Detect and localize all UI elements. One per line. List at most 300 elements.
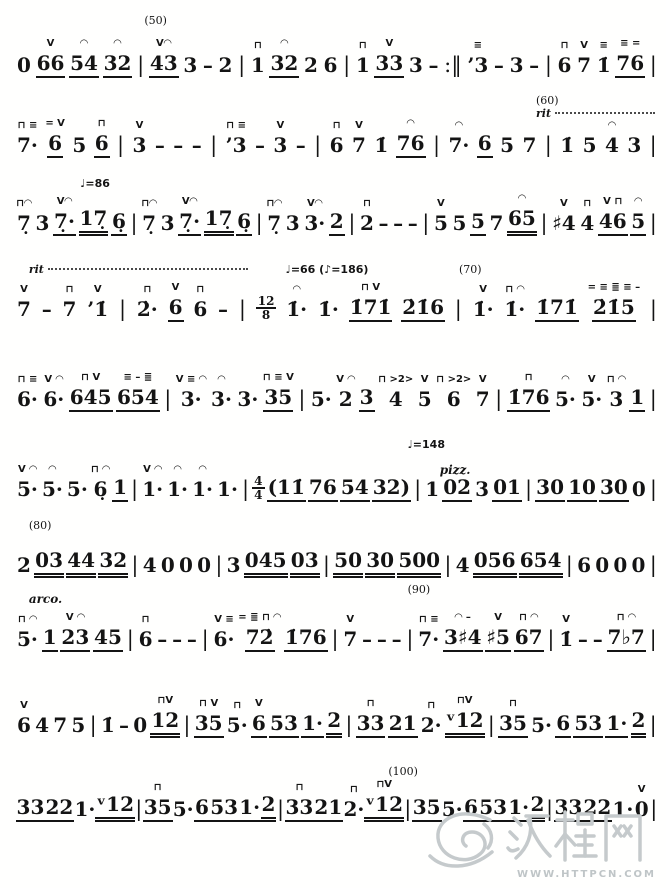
- bowing-fingering-marks: V ≡ ◠: [175, 374, 207, 385]
- note-token: [16, 538, 32, 578]
- note-text: 5·: [441, 797, 463, 821]
- bowing-fingering-marks: ⊓ >2>: [378, 374, 414, 385]
- note-text: 6̣: [111, 209, 127, 236]
- note-token: [172, 782, 194, 822]
- bowing-fingering-marks: ≡: [599, 40, 608, 51]
- barline: [255, 196, 264, 236]
- barline: [209, 118, 218, 158]
- note-token: [427, 38, 439, 78]
- bowing-fingering-marks: ◠: [80, 38, 88, 49]
- barline: [116, 118, 125, 158]
- note-text: 33: [16, 795, 46, 822]
- note-token: [218, 38, 234, 78]
- note-token: [376, 612, 388, 652]
- note-token: [42, 610, 58, 652]
- note-text: 5: [582, 133, 597, 157]
- bowing-fingering-marks: ◠: [113, 38, 122, 49]
- note-text: |: [130, 211, 138, 235]
- note-text: 7̣: [267, 211, 282, 235]
- note-text: 3: [160, 211, 175, 235]
- note-text: 045: [244, 548, 288, 578]
- note-token: [66, 533, 96, 578]
- bowing-fingering-marks: ⊓: [524, 372, 533, 383]
- note-text: |: [406, 627, 414, 651]
- bowing-fingering-marks: V: [637, 784, 646, 795]
- note-token: [557, 38, 573, 78]
- barline: [649, 612, 658, 652]
- note-text: |: [650, 797, 658, 821]
- barline: [344, 698, 353, 738]
- note-token: [141, 196, 157, 236]
- note-token: [267, 460, 306, 502]
- note-token: [178, 194, 201, 236]
- note-text: |: [238, 297, 246, 321]
- note-token: [303, 38, 319, 78]
- barline: [432, 118, 441, 158]
- note-text: 1·: [605, 711, 628, 738]
- bowing-fingering-marks: V ◠: [65, 612, 85, 623]
- barline: [649, 372, 658, 412]
- note-token: [150, 693, 180, 738]
- note-text: ᵛ12: [364, 792, 404, 822]
- barline: [182, 698, 191, 738]
- bowing-fingering-marks: V: [20, 284, 28, 295]
- note-token: [216, 462, 239, 502]
- note-text: 33: [356, 711, 386, 738]
- note-token: [308, 460, 338, 502]
- note-text: |: [255, 211, 263, 235]
- note-token: [408, 38, 424, 78]
- bowing-fingering-marks: ⊓: [295, 782, 304, 793]
- note-token: [433, 196, 449, 236]
- note-token: [365, 777, 403, 822]
- note-text: 5: [500, 133, 515, 157]
- note-token: [98, 533, 128, 578]
- note-text: |: [487, 713, 495, 737]
- note-text: 50: [333, 548, 363, 578]
- section-number: (60): [536, 94, 559, 107]
- note-text: |: [547, 627, 555, 651]
- note-token: [554, 372, 577, 412]
- note-text: ᵛ12: [95, 792, 135, 822]
- bowing-fingering-marks: V ⊓: [603, 196, 623, 207]
- note-token: [52, 698, 68, 738]
- note-text: |: [277, 797, 285, 821]
- note-text: |: [201, 627, 209, 651]
- barline: [546, 612, 555, 652]
- note-token: [521, 118, 537, 158]
- note-text: |: [343, 53, 351, 77]
- note-text: |: [649, 387, 657, 411]
- note-text: 5: [630, 209, 646, 236]
- note-text: –: [529, 53, 540, 77]
- bowing-fingering-marks: ⊓ ◠: [606, 374, 626, 385]
- note-text: –: [119, 713, 129, 737]
- note-text: |: [540, 211, 548, 235]
- note-text: 6: [194, 795, 210, 822]
- note-text: 4: [35, 713, 50, 737]
- bowing-fingering-marks: ⊓ ◠: [90, 464, 110, 475]
- score-line: [16, 362, 658, 412]
- note-text: |: [298, 387, 306, 411]
- bowing-fingering-marks: ◠: [561, 374, 570, 385]
- note-token: [443, 610, 483, 652]
- note-token: [191, 118, 203, 158]
- note-token: [236, 194, 252, 236]
- token-row: [16, 533, 658, 578]
- note-text: 5: [71, 713, 86, 737]
- note-token: [34, 533, 64, 578]
- bowing-fingering-marks: ⊓: [349, 784, 358, 795]
- bowing-fingering-marks: ◠: [217, 374, 226, 385]
- note-text: 0: [634, 797, 649, 821]
- bowing-fingering-marks: ⊓ ◠: [505, 284, 525, 295]
- note-token: [361, 612, 373, 652]
- note-text: 1̇·: [286, 297, 308, 321]
- note-token: [254, 118, 266, 158]
- note-text: 3: [183, 53, 198, 77]
- bowing-fingering-marks: V: [385, 38, 394, 49]
- note-token: [217, 282, 229, 322]
- note-text: 2: [329, 209, 345, 236]
- note-token: [599, 460, 629, 502]
- bowing-fingering-marks: ⊓: [358, 40, 367, 51]
- bowing-fingering-marks: ⊓◠: [266, 198, 283, 209]
- note-token: [79, 191, 109, 236]
- note-token: [355, 38, 371, 78]
- note-token: [142, 538, 158, 578]
- note-text: 33: [374, 51, 404, 78]
- note-text: |: [444, 553, 452, 577]
- note-text: 7: [53, 713, 68, 737]
- note-text: |: [322, 553, 330, 577]
- note-token: [70, 698, 86, 738]
- note-token: [631, 693, 647, 738]
- note-text: ’3: [467, 53, 489, 77]
- bowing-fingering-marks: V: [346, 614, 355, 625]
- note-text: |: [422, 211, 430, 235]
- note-text: 76: [615, 51, 645, 78]
- note-text: 7: [343, 627, 358, 651]
- bowing-fingering-marks: ⊓: [65, 284, 74, 295]
- note-text: 7̣·: [53, 209, 76, 236]
- note-token: [196, 538, 212, 578]
- note-text: 7̣: [17, 211, 31, 235]
- note-token: [615, 36, 645, 78]
- note-text: 1·: [142, 477, 164, 501]
- note-text: 6: [577, 553, 591, 577]
- note-text: 12: [150, 708, 180, 738]
- note-token: [251, 696, 267, 738]
- note-text: |: [215, 553, 223, 577]
- note-text: 53: [269, 711, 299, 738]
- note-text: –: [295, 133, 306, 157]
- token-row: [16, 191, 658, 236]
- note-text: 2: [326, 708, 342, 738]
- barline: [241, 462, 250, 502]
- note-token: [178, 538, 194, 578]
- note-text: 1̇·: [472, 297, 494, 321]
- bowing-fingering-marks: ⊓ V: [199, 698, 219, 709]
- note-token: [16, 372, 39, 412]
- note-text: –: [493, 53, 504, 77]
- note-token: [160, 196, 176, 236]
- note-text: 6: [47, 131, 63, 158]
- note-token: [96, 777, 134, 822]
- repeat-barline: [443, 38, 463, 78]
- tempo-marking: ♩=148: [407, 438, 445, 451]
- note-token: [303, 196, 326, 236]
- note-text: 6: [323, 53, 338, 77]
- note-text: 35: [194, 711, 224, 738]
- note-token: [194, 780, 209, 822]
- barline: [413, 462, 422, 502]
- note-text: –: [254, 133, 265, 157]
- expression-marking: arco.: [28, 592, 63, 606]
- note-text: 54: [340, 475, 370, 502]
- note-token: [238, 610, 281, 652]
- note-token: [447, 118, 470, 158]
- bowing-fingering-marks: V◠: [156, 38, 172, 49]
- note-token: [91, 462, 110, 502]
- note-text: 2·: [420, 713, 442, 737]
- bowing-fingering-marks: ⊓: [141, 614, 150, 625]
- note-text: –: [202, 53, 213, 77]
- note-text: 6: [555, 711, 571, 738]
- note-text: 67: [514, 625, 544, 652]
- barline: [524, 462, 533, 502]
- note-token: [210, 780, 239, 822]
- note-text: 22: [582, 795, 612, 822]
- bowing-fingering-marks: V: [46, 38, 55, 49]
- note-token: [225, 118, 248, 158]
- note-token: [555, 696, 571, 738]
- note-text: 33: [554, 795, 584, 822]
- note-text: –: [41, 297, 52, 321]
- note-text: 5·: [310, 387, 332, 411]
- note-text: 1: [250, 53, 265, 77]
- note-token: [168, 280, 184, 322]
- score-line: [16, 94, 658, 158]
- note-text: :‖: [444, 53, 462, 77]
- note-text: 2: [303, 53, 318, 77]
- note-text: –: [157, 627, 168, 651]
- note-token: [558, 612, 574, 652]
- note-token: [573, 696, 603, 738]
- note-token: [86, 282, 109, 322]
- note-text: ’1̇: [87, 297, 109, 321]
- note-text: 5: [417, 387, 432, 411]
- note-token: [166, 462, 189, 502]
- note-text: 32: [269, 51, 299, 78]
- bowing-fingering-marks: ⊓: [366, 698, 375, 709]
- bowing-fingering-marks: ⊓: [253, 40, 262, 51]
- note-token: [53, 194, 76, 236]
- note-text: 7: [577, 53, 592, 77]
- bowing-fingering-marks: ◠: [48, 464, 57, 475]
- note-text: 30: [599, 475, 629, 502]
- note-text: 1̇: [560, 133, 575, 157]
- time-signature: [256, 295, 277, 322]
- bowing-fingering-marks: ⊓: [508, 698, 517, 709]
- note-text: 33: [285, 795, 315, 822]
- note-text: |: [525, 477, 533, 501]
- barline: [649, 698, 658, 738]
- note-token: [477, 116, 493, 158]
- note-text: 5·: [554, 387, 576, 411]
- bowing-fingering-marks: V: [580, 40, 588, 51]
- note-text: |: [183, 713, 191, 737]
- note-token: [417, 612, 440, 652]
- note-text: 30: [365, 548, 395, 578]
- note-text: 2: [530, 792, 546, 822]
- note-token: [118, 698, 130, 738]
- bowing-fingering-marks: V: [93, 284, 102, 295]
- note-token: [66, 462, 89, 502]
- bowing-fingering-marks: ⊓ ≡: [418, 614, 439, 625]
- note-text: |: [164, 387, 172, 411]
- note-text: 6·: [17, 387, 38, 411]
- bowing-fingering-marks: ⊓: [427, 700, 436, 711]
- barline: [163, 372, 172, 412]
- note-text: 3: [609, 387, 624, 411]
- note-token: [138, 612, 154, 652]
- note-text: 1: [42, 625, 58, 652]
- note-text: –: [154, 133, 165, 157]
- note-token: [388, 696, 418, 738]
- bowing-fingering-marks: ⊓ ◠: [616, 612, 636, 623]
- note-text: 53: [573, 711, 603, 738]
- bowing-fingering-marks: ≡ =: [620, 38, 641, 49]
- note-text: |: [314, 133, 322, 157]
- note-text: 1̇·: [317, 297, 339, 321]
- note-token: [314, 780, 343, 822]
- note-text: 3: [627, 133, 642, 157]
- note-token: [194, 696, 224, 738]
- note-text: 7: [62, 297, 77, 321]
- watermark: [426, 804, 662, 882]
- barline: [238, 282, 247, 322]
- note-token: [604, 118, 620, 158]
- note-token: [466, 38, 489, 78]
- note-text: 0: [631, 477, 646, 501]
- barline: [330, 612, 339, 652]
- note-token: [351, 118, 367, 158]
- note-text: 3♯4: [443, 625, 483, 652]
- token-row: [16, 460, 658, 502]
- note-text: 1·: [238, 795, 261, 822]
- note-text: 1·: [167, 477, 189, 501]
- note-text: ♯4: [552, 211, 576, 235]
- note-text: |: [544, 53, 552, 77]
- note-token: [250, 38, 266, 78]
- note-text: 7♭7: [607, 625, 646, 652]
- expression-marking: rit: [536, 107, 655, 120]
- note-text: 7: [17, 297, 31, 321]
- bowing-fingering-marks: ⊓: [153, 782, 162, 793]
- note-token: [210, 372, 233, 412]
- note-token: [407, 196, 419, 236]
- note-text: 35: [143, 795, 173, 822]
- note-token: [392, 196, 404, 236]
- note-token: [445, 693, 485, 738]
- note-text: 2̇1̇5: [592, 295, 636, 322]
- time-signature-numerator: 4: [254, 474, 263, 488]
- note-text: –: [218, 297, 229, 321]
- note-text: 0: [613, 553, 628, 577]
- note-token: [143, 780, 172, 822]
- bowing-fingering-marks: ⊓ ≡: [17, 374, 38, 385]
- note-text: 5·: [226, 713, 248, 737]
- score-line: [16, 263, 658, 322]
- bowing-fingering-marks: ◠: [198, 464, 207, 475]
- note-token: [111, 194, 127, 236]
- note-token: [226, 538, 242, 578]
- token-row: [16, 693, 658, 738]
- barline: [118, 282, 127, 322]
- score-line: [16, 438, 658, 502]
- expression-marking: rit: [29, 263, 248, 276]
- note-text: 1: [112, 475, 128, 502]
- time-signature-numerator: 12: [257, 294, 275, 308]
- note-token: [41, 462, 64, 502]
- note-token: [530, 698, 553, 738]
- note-text: |: [432, 133, 441, 157]
- note-token: [16, 462, 39, 502]
- note-token: [588, 280, 640, 322]
- note-token: [326, 693, 342, 738]
- note-token: [631, 462, 647, 502]
- note-text: 3·: [180, 387, 202, 411]
- watermark-url: WWW.HTTPCN.COM: [517, 869, 656, 880]
- barline: [89, 698, 98, 738]
- note-token: [204, 191, 234, 236]
- note-text: 0: [160, 553, 175, 577]
- barline: [126, 612, 135, 652]
- note-text: ♯5: [485, 625, 511, 652]
- note-text: 654: [116, 385, 160, 412]
- note-text: 1·: [612, 797, 634, 821]
- note-text: 21: [313, 795, 343, 822]
- note-text: 1̇71̇: [349, 295, 393, 322]
- note-text: 6̣: [236, 209, 252, 236]
- note-text: 7: [522, 133, 537, 157]
- note-text: |: [345, 713, 353, 737]
- bowing-fingering-marks: ◠: [634, 196, 643, 207]
- note-token: [391, 612, 403, 652]
- note-token: [333, 533, 363, 578]
- note-text: 1: [425, 477, 440, 501]
- note-text: 3: [285, 211, 300, 235]
- barline: [649, 196, 658, 236]
- barline: [649, 118, 658, 158]
- bowing-fingering-marks: ◠: [455, 120, 463, 131]
- barline: [649, 462, 658, 502]
- note-token: [551, 196, 577, 236]
- note-token: [285, 780, 314, 822]
- tempo-marking: ♩=86: [80, 177, 110, 190]
- note-token: [112, 460, 128, 502]
- note-text: 4: [580, 211, 595, 235]
- note-token: [372, 460, 411, 502]
- note-text: |: [649, 627, 657, 651]
- note-token: [45, 116, 65, 158]
- expression-marking: pizz.: [439, 463, 471, 477]
- note-token: [535, 460, 565, 502]
- section-number: (100): [388, 765, 418, 778]
- note-text: 7̣·: [178, 209, 201, 236]
- note-text: |: [131, 553, 139, 577]
